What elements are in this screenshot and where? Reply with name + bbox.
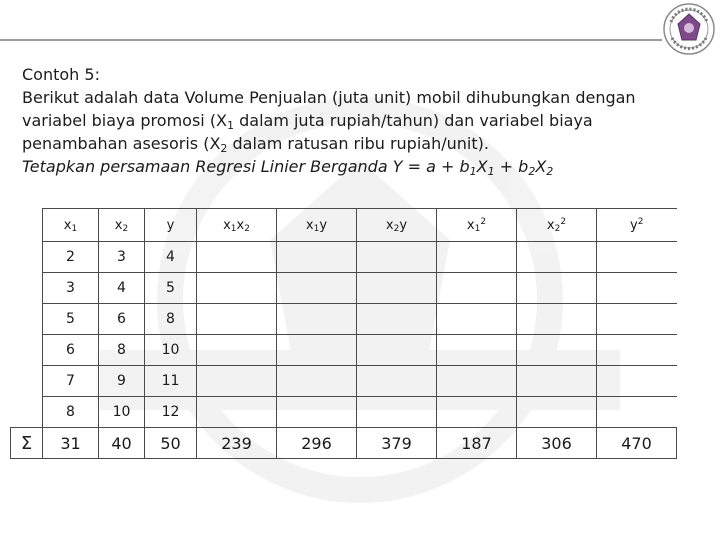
- sum-cell: 187: [437, 428, 517, 459]
- value-cell: 9: [99, 366, 145, 397]
- value-cell: 5: [43, 304, 99, 335]
- description-line-3: penambahan asesoris ($X_2$ dalam ratusan ribu rupiah/unit).: [22, 134, 489, 155]
- header-rule: [0, 39, 662, 41]
- empty-cell: [277, 335, 357, 366]
- empty-cell: [597, 242, 677, 273]
- value-cell: 8: [145, 304, 197, 335]
- empty-cell: [597, 335, 677, 366]
- empty-cell: [197, 242, 277, 273]
- sum-cell: 239: [197, 428, 277, 459]
- empty-cell: [357, 397, 437, 428]
- header-y: y: [145, 209, 197, 242]
- sum-row: [11, 428, 677, 459]
- table-row: [11, 366, 677, 397]
- empty-cell: [597, 366, 677, 397]
- empty-cell: [277, 397, 357, 428]
- table-row: [11, 304, 677, 335]
- empty-cell: [437, 242, 517, 273]
- empty-cell: [437, 304, 517, 335]
- regression-table: [10, 208, 677, 459]
- university-seal-icon: [662, 2, 716, 56]
- row-spacer: [11, 242, 43, 273]
- header-empty: [11, 209, 43, 242]
- header-x1: $x_1$: [43, 209, 99, 242]
- value-cell: 4: [145, 242, 197, 273]
- description-line-1: Berikut adalah data Volume Penjualan (juta unit) mobil dihubungkan dengan: [22, 88, 636, 107]
- header-x1-squared: $x_1^2$: [437, 209, 517, 242]
- description-line-2: variabel biaya promosi ($X_1$ dalam juta rupiah/tahun) dan variabel biaya: [22, 111, 593, 132]
- sum-cell: 40: [99, 428, 145, 459]
- value-cell: 7: [43, 366, 99, 397]
- empty-cell: [517, 397, 597, 428]
- value-cell: 3: [99, 242, 145, 273]
- empty-cell: [277, 242, 357, 273]
- sum-cell: 470: [597, 428, 677, 459]
- sum-cell: 306: [517, 428, 597, 459]
- empty-cell: [197, 304, 277, 335]
- empty-cell: [197, 366, 277, 397]
- table-row: [11, 242, 677, 273]
- value-cell: 8: [99, 335, 145, 366]
- example-title: Contoh 5:: [22, 65, 100, 84]
- empty-cell: [437, 335, 517, 366]
- empty-cell: [517, 304, 597, 335]
- value-cell: 8: [43, 397, 99, 428]
- value-cell: 10: [145, 335, 197, 366]
- header-row: [11, 209, 677, 242]
- empty-cell: [357, 242, 437, 273]
- value-cell: 4: [99, 273, 145, 304]
- empty-cell: [277, 366, 357, 397]
- header-y-squared: $y^2$: [597, 209, 677, 242]
- empty-cell: [517, 335, 597, 366]
- row-spacer: [11, 335, 43, 366]
- empty-cell: [197, 397, 277, 428]
- empty-cell: [357, 366, 437, 397]
- empty-cell: [517, 242, 597, 273]
- empty-cell: [357, 335, 437, 366]
- empty-cell: [357, 273, 437, 304]
- sigma-symbol: Σ: [11, 428, 43, 459]
- empty-cell: [197, 273, 277, 304]
- empty-cell: [277, 304, 357, 335]
- table-row: [11, 273, 677, 304]
- sum-cell: 379: [357, 428, 437, 459]
- row-spacer: [11, 397, 43, 428]
- value-cell: 6: [43, 335, 99, 366]
- problem-text: [22, 63, 682, 178]
- value-cell: 11: [145, 366, 197, 397]
- empty-cell: [597, 397, 677, 428]
- task-equation: Tetapkan persamaan Regresi Linier Berganda $Y = a + b_1X_1 + b_2X_2$: [22, 157, 554, 178]
- row-spacer: [11, 273, 43, 304]
- value-cell: 10: [99, 397, 145, 428]
- empty-cell: [437, 397, 517, 428]
- table-row: [11, 335, 677, 366]
- empty-cell: [437, 273, 517, 304]
- header-x1x2: $x_1x_2$: [197, 209, 277, 242]
- header-x2: $x_2$: [99, 209, 145, 242]
- row-spacer: [11, 366, 43, 397]
- empty-cell: [597, 304, 677, 335]
- value-cell: 3: [43, 273, 99, 304]
- empty-cell: [517, 366, 597, 397]
- empty-cell: [277, 273, 357, 304]
- value-cell: 6: [99, 304, 145, 335]
- empty-cell: [197, 335, 277, 366]
- sum-cell: 296: [277, 428, 357, 459]
- sum-cell: 50: [145, 428, 197, 459]
- header-x1y: $x_1y$: [277, 209, 357, 242]
- value-cell: 5: [145, 273, 197, 304]
- sum-cell: 31: [43, 428, 99, 459]
- header-x2y: $x_2y$: [357, 209, 437, 242]
- empty-cell: [597, 273, 677, 304]
- value-cell: 12: [145, 397, 197, 428]
- header-x2-squared: $x_2^2$: [517, 209, 597, 242]
- empty-cell: [517, 273, 597, 304]
- row-spacer: [11, 304, 43, 335]
- empty-cell: [437, 366, 517, 397]
- table-row: [11, 397, 677, 428]
- value-cell: 2: [43, 242, 99, 273]
- empty-cell: [357, 304, 437, 335]
